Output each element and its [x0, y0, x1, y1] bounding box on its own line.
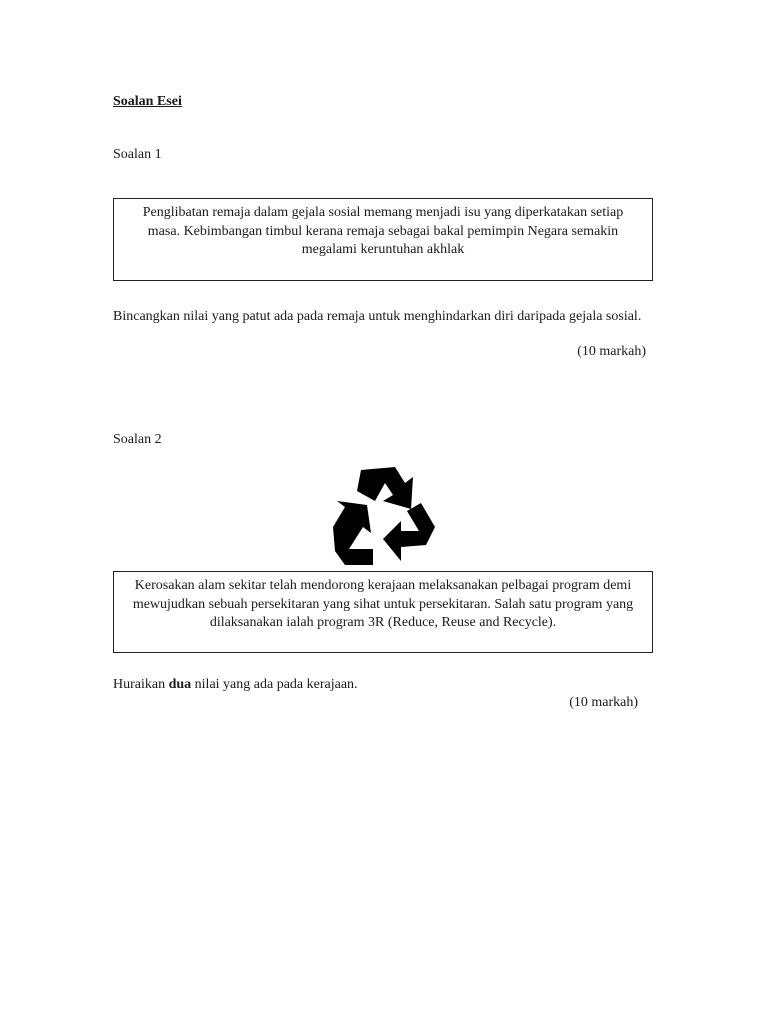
question-1-marks: (10 markah)	[577, 344, 646, 359]
question-2-marks: (10 markah)	[569, 695, 638, 710]
question-2-stimulus-text: Kerosakan alam sekitar telah mendorong kerajaan melaksanakan pelbagai program demi mewujudkan sebuah persekitaran yang sihat untuk persekitaran. Salah satu program yang dilaksanakan ialah program 3R (Reduce, Reuse and Recycle).	[132, 578, 634, 630]
question-2-prompt-end: nilai yang ada pada kerajaan.	[191, 677, 358, 692]
question-1-label: Soalan 1	[113, 147, 162, 162]
question-1-prompt: Bincangkan nilai yang patut ada pada remaja untuk menghindarkan diri daripada gejala sosial.	[113, 309, 642, 324]
question-2-prompt-start: Huraikan	[113, 677, 169, 692]
page-title: Soalan Esei	[113, 94, 182, 109]
question-2-stimulus-box	[113, 571, 653, 653]
question-2-label: Soalan 2	[113, 432, 162, 447]
question-2-prompt	[113, 676, 653, 694]
question-2-prompt-emphasis: dua	[168, 677, 192, 692]
question-1-stimulus-text: Penglibatan remaja dalam gejala sosial memang menjadi isu yang diperkatakan setiap masa. Kebimbangan timbul kerana remaja sebagai bakal pemimpin Negara semakin megalami keruntuhan akhlak	[142, 205, 624, 257]
recycle-icon	[331, 465, 437, 569]
question-1-stimulus-box	[113, 198, 653, 281]
